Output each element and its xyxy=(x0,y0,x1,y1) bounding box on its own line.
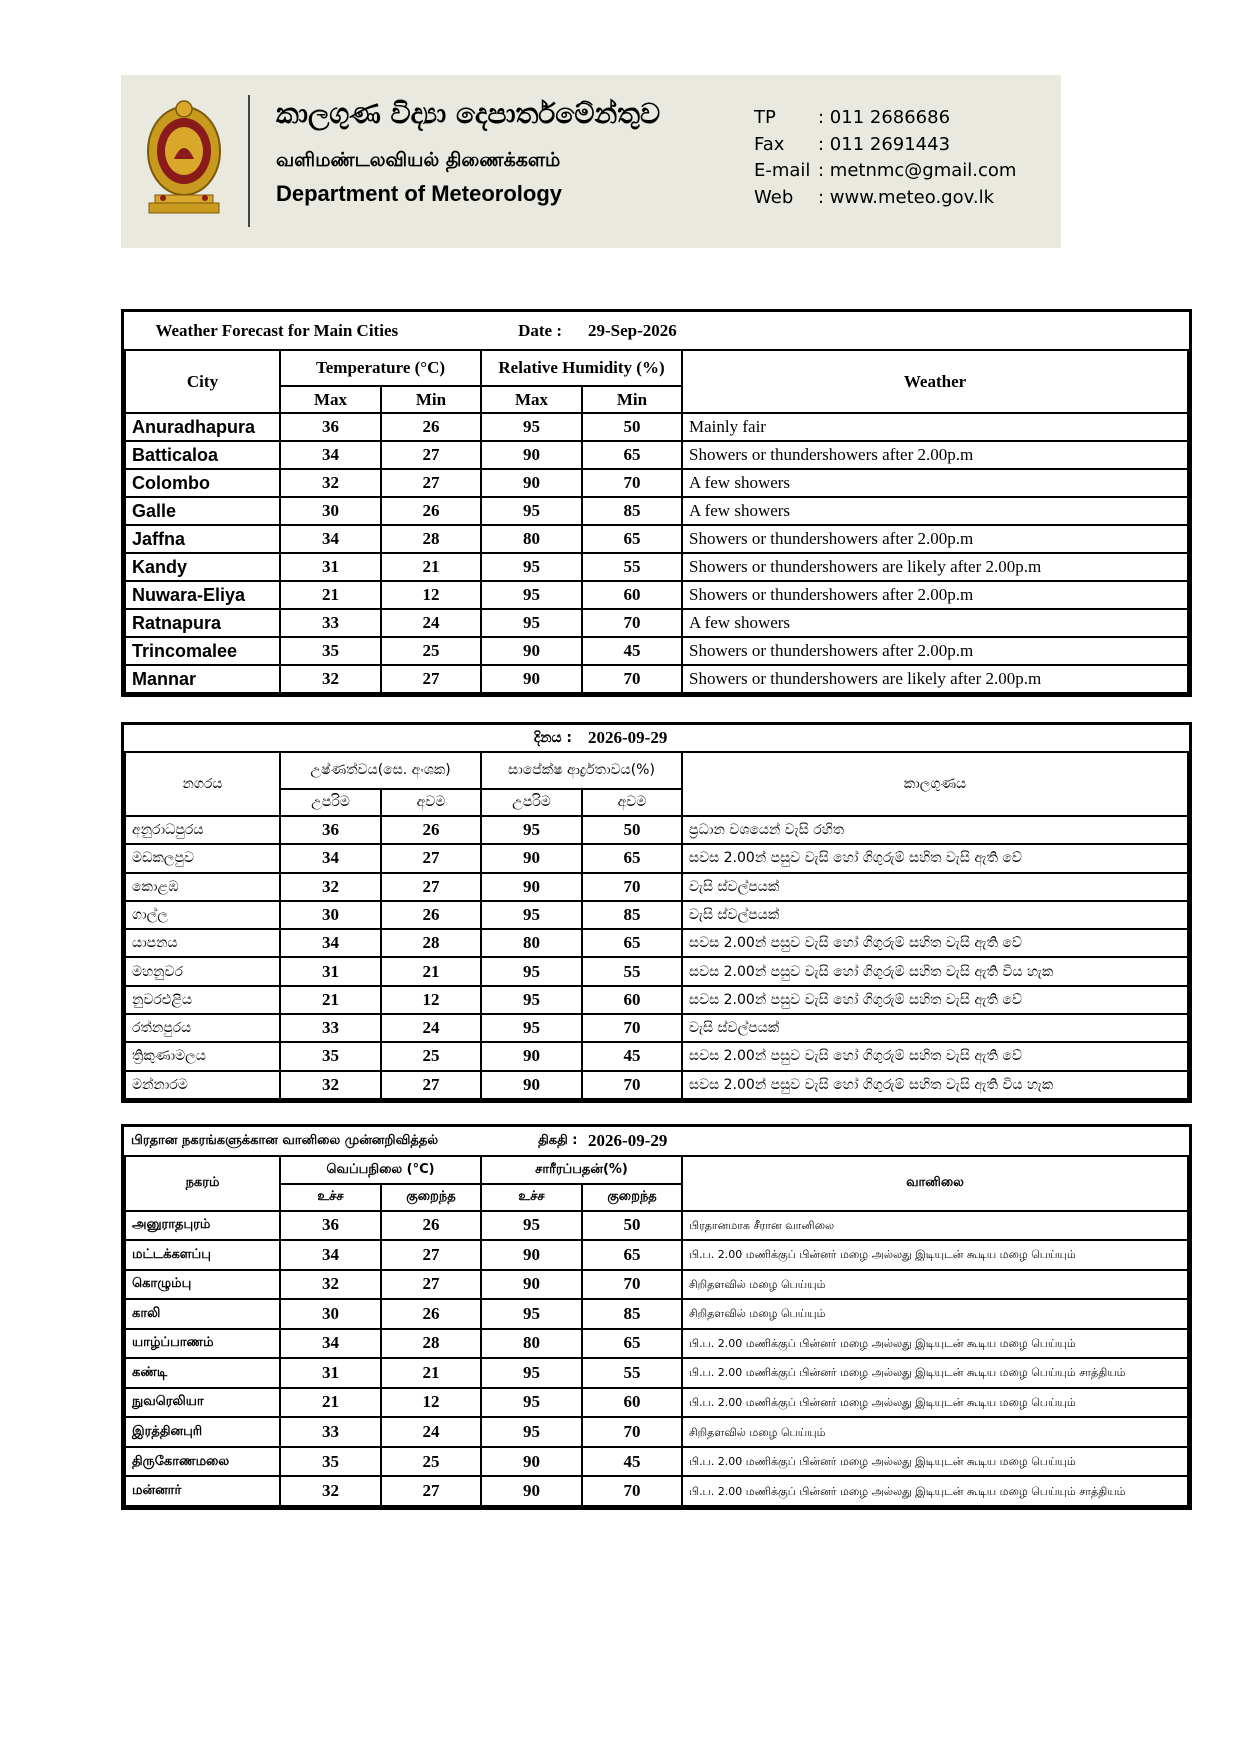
rh-min-header: අවම xyxy=(582,789,682,816)
city-cell: ගාල්ල xyxy=(125,901,280,929)
rh-max-cell: 90 xyxy=(481,1071,582,1099)
city-cell: Anuradhapura xyxy=(125,413,280,441)
rh-min-cell: 65 xyxy=(582,1240,682,1270)
temp-min-cell: 26 xyxy=(381,1211,481,1241)
temp-min-cell: 27 xyxy=(381,1071,481,1099)
weather-cell: වැසි ස්වල්පයක් xyxy=(682,1014,1188,1042)
table-row xyxy=(125,1270,1188,1300)
city-cell: මඩකලපුව xyxy=(125,844,280,872)
weather-cell: සවස 2.00න් පසුව වැසි හෝ ගිගුරුම් සහිත වැසි ඇති විය හැක xyxy=(682,1071,1188,1099)
table-row xyxy=(125,929,1188,957)
temp-min-cell: 28 xyxy=(381,929,481,957)
temp-max-cell: 36 xyxy=(280,1211,381,1241)
weather-cell: Showers or thundershowers are likely after 2.00p.m xyxy=(682,553,1188,581)
city-cell: Mannar xyxy=(125,665,280,693)
city-cell: நுவரெலியா xyxy=(125,1388,280,1418)
rh-max-cell: 80 xyxy=(481,1329,582,1359)
table-row xyxy=(125,553,1188,581)
table-row xyxy=(125,665,1188,693)
temp-header: வெப்பநிலை (°C) xyxy=(280,1156,481,1185)
table-row xyxy=(125,873,1188,901)
table-row xyxy=(125,497,1188,525)
weather-cell: ප්‍රධාන වශයෙන් වැසි රහිත xyxy=(682,816,1188,844)
rh-max-cell: 95 xyxy=(481,901,582,929)
temp-max-cell: 33 xyxy=(280,1014,381,1042)
temp-header: Temperature (°C) xyxy=(280,350,481,386)
rh-min-cell: 70 xyxy=(582,1014,682,1042)
temp-min-cell: 24 xyxy=(381,609,481,637)
temp-max-cell: 32 xyxy=(280,1270,381,1300)
weather-cell: சிறிதளவில் மழை பெய்யும் xyxy=(682,1270,1188,1300)
temp-max-cell: 31 xyxy=(280,553,381,581)
rh-max-cell: 90 xyxy=(481,1476,582,1506)
weather-header: කාලගුණය xyxy=(682,752,1188,816)
city-cell: கொழும்பு xyxy=(125,1270,280,1300)
temp-min-cell: 26 xyxy=(381,1299,481,1329)
temp-max-cell: 35 xyxy=(280,637,381,665)
rh-min-cell: 45 xyxy=(582,637,682,665)
city-cell: இரத்தினபுரி xyxy=(125,1417,280,1447)
table-body-en xyxy=(125,312,1188,693)
temp-max-cell: 30 xyxy=(280,1299,381,1329)
city-cell: யாழ்ப்பாணம் xyxy=(125,1329,280,1359)
table-row xyxy=(125,441,1188,469)
weather-cell: සවස 2.00න් පසුව වැසි හෝ ගිගුරුම් සහිත වැසි ඇති විය හැක xyxy=(682,957,1188,985)
city-cell: ත්‍රිකුණාමලය xyxy=(125,1042,280,1070)
table-row xyxy=(125,1329,1188,1359)
temp-min-cell: 27 xyxy=(381,1270,481,1300)
city-cell: Jaffna xyxy=(125,525,280,553)
temp-max-cell: 33 xyxy=(280,1417,381,1447)
weather-cell: සවස 2.00න් පසුව වැසි හෝ ගිගුරුම් සහිත වැසි ඇති වේ xyxy=(682,844,1188,872)
city-header: நகரம் xyxy=(125,1156,280,1211)
header-banner xyxy=(121,75,1061,248)
rh-min-cell: 65 xyxy=(582,525,682,553)
table-row xyxy=(125,816,1188,844)
temp-min-cell: 27 xyxy=(381,665,481,693)
temp-min-cell: 25 xyxy=(381,1447,481,1477)
temp-max-cell: 32 xyxy=(280,1476,381,1506)
rh-min-cell: 55 xyxy=(582,553,682,581)
table-date: 2026-09-29 xyxy=(582,1127,1188,1156)
city-header: City xyxy=(125,350,280,413)
city-cell: மன்னார் xyxy=(125,1476,280,1506)
rh-min-cell: 85 xyxy=(582,901,682,929)
rh-max-cell: 95 xyxy=(481,1014,582,1042)
rh-min-cell: 45 xyxy=(582,1042,682,1070)
temp-max-cell: 31 xyxy=(280,1358,381,1388)
weather-cell: වැසි ස්වල්පයක් xyxy=(682,873,1188,901)
weather-cell: பி.ப. 2.00 மணிக்குப் பின்னர் மழை அல்லது இடியுடன் கூடிய மழை பெய்யும் சாத்தியம் xyxy=(682,1358,1188,1388)
temp-min-cell: 27 xyxy=(381,1476,481,1506)
rh-max-cell: 90 xyxy=(481,469,582,497)
temp-max-cell: 30 xyxy=(280,901,381,929)
temp-max-header: Max xyxy=(280,386,381,413)
rh-header: Relative Humidity (%) xyxy=(481,350,682,386)
rh-max-cell: 80 xyxy=(481,929,582,957)
city-cell: மட்டக்களப்பு xyxy=(125,1240,280,1270)
rh-min-cell: 60 xyxy=(582,1388,682,1418)
weather-cell: பி.ப. 2.00 மணிக்குப் பின்னர் மழை அல்லது இடியுடன் கூடிய மழை பெய்யும் xyxy=(682,1240,1188,1270)
rh-min-cell: 65 xyxy=(582,929,682,957)
table-row xyxy=(125,957,1188,985)
temp-max-cell: 34 xyxy=(280,844,381,872)
weather-cell: Showers or thundershowers after 2.00p.m xyxy=(682,441,1188,469)
temp-min-cell: 24 xyxy=(381,1014,481,1042)
rh-min-cell: 65 xyxy=(582,844,682,872)
temp-max-cell: 35 xyxy=(280,1447,381,1477)
temp-min-cell: 21 xyxy=(381,1358,481,1388)
rh-max-cell: 90 xyxy=(481,441,582,469)
city-cell: Trincomalee xyxy=(125,637,280,665)
temp-max-cell: 34 xyxy=(280,441,381,469)
rh-min-cell: 50 xyxy=(582,816,682,844)
table-row xyxy=(125,637,1188,665)
city-cell: அனுராதபுரம் xyxy=(125,1211,280,1241)
weather-cell: A few showers xyxy=(682,609,1188,637)
weather-cell: Mainly fair xyxy=(682,413,1188,441)
rh-min-cell: 65 xyxy=(582,1329,682,1359)
table-row xyxy=(125,1417,1188,1447)
contact-fax: Fax : 011 2691443 xyxy=(754,133,951,155)
temp-max-cell: 34 xyxy=(280,525,381,553)
city-cell: காலி xyxy=(125,1299,280,1329)
rh-max-header: Max xyxy=(481,386,582,413)
table-date: 2026-09-29 xyxy=(582,725,1188,752)
forecast-grid xyxy=(124,725,1189,1100)
city-cell: මහනුවර xyxy=(125,957,280,985)
sri-lanka-emblem-icon xyxy=(143,97,225,215)
city-cell: Kandy xyxy=(125,553,280,581)
forecast-table-sinhala xyxy=(121,722,1192,1103)
table-date: 29-Sep-2026 xyxy=(582,312,1188,350)
forecast-table-english xyxy=(121,309,1192,697)
temp-max-cell: 36 xyxy=(280,816,381,844)
table-row xyxy=(125,413,1188,441)
rh-max-cell: 95 xyxy=(481,957,582,985)
rh-header: සාපේක්ෂ ආර්ද්‍රතාවය(%) xyxy=(481,752,682,788)
rh-min-cell: 55 xyxy=(582,1358,682,1388)
weather-cell: සවස 2.00න් පසුව වැසි හෝ ගිගුරුම් සහිත වැසි ඇති වේ xyxy=(682,929,1188,957)
rh-min-cell: 70 xyxy=(582,1071,682,1099)
table-title: Weather Forecast for Main Cities Date : xyxy=(125,312,582,350)
temp-header: උෂ්ණත්වය(සෙ. අංශක) xyxy=(280,752,481,788)
rh-min-header: Min xyxy=(582,386,682,413)
table-row xyxy=(125,525,1188,553)
title-row xyxy=(125,725,1188,752)
contact-info xyxy=(754,105,1016,211)
temp-min-cell: 21 xyxy=(381,957,481,985)
temp-max-cell: 36 xyxy=(280,413,381,441)
rh-max-cell: 95 xyxy=(481,1417,582,1447)
contact-email: E-mail : metnmc@gmail.com xyxy=(754,160,1017,181)
weather-cell: சிறிதளவில் மழை பெய்யும் xyxy=(682,1299,1188,1329)
rh-max-cell: 95 xyxy=(481,1358,582,1388)
rh-min-cell: 70 xyxy=(582,1476,682,1506)
city-cell: නුවරඑළිය xyxy=(125,986,280,1014)
rh-min-cell: 70 xyxy=(582,1270,682,1300)
temp-max-cell: 33 xyxy=(280,609,381,637)
table-row xyxy=(125,986,1188,1014)
temp-min-cell: 26 xyxy=(381,901,481,929)
weather-cell: සවස 2.00න් පසුව වැසි හෝ ගිගුරුම් සහිත වැසි ඇති වේ xyxy=(682,1042,1188,1070)
temp-max-cell: 35 xyxy=(280,1042,381,1070)
table-row xyxy=(125,1240,1188,1270)
temp-max-cell: 21 xyxy=(280,986,381,1014)
rh-min-cell: 60 xyxy=(582,581,682,609)
weather-cell: பி.ப. 2.00 மணிக்குப் பின்னர் மழை அல்லது இடியுடன் கூடிய மழை பெய்யும் xyxy=(682,1329,1188,1359)
temp-max-cell: 21 xyxy=(280,1388,381,1418)
table-row xyxy=(125,901,1188,929)
city-header: නගරය xyxy=(125,752,280,816)
temp-max-cell: 32 xyxy=(280,665,381,693)
rh-max-cell: 95 xyxy=(481,1299,582,1329)
rh-min-cell: 70 xyxy=(582,873,682,901)
temp-min-header: අවම xyxy=(381,789,481,816)
rh-max-cell: 95 xyxy=(481,581,582,609)
rh-max-cell: 95 xyxy=(481,553,582,581)
temp-max-header: උපරිම xyxy=(280,789,381,816)
rh-max-cell: 95 xyxy=(481,497,582,525)
city-cell: கண்டி xyxy=(125,1358,280,1388)
temp-min-cell: 12 xyxy=(381,986,481,1014)
table-row xyxy=(125,1358,1188,1388)
city-cell: Galle xyxy=(125,497,280,525)
contact-tp: TP : 011 2686686 xyxy=(754,107,951,128)
rh-min-cell: 85 xyxy=(582,497,682,525)
weather-cell: Showers or thundershowers are likely after 2.00p.m xyxy=(682,665,1188,693)
rh-max-header: උපරිම xyxy=(481,789,582,816)
rh-min-cell: 65 xyxy=(582,441,682,469)
forecast-grid xyxy=(124,312,1189,694)
rh-max-cell: 80 xyxy=(481,525,582,553)
weather-cell: A few showers xyxy=(682,497,1188,525)
temp-min-cell: 26 xyxy=(381,816,481,844)
rh-min-cell: 45 xyxy=(582,1447,682,1477)
weather-cell: සවස 2.00න් පසුව වැසි හෝ ගිගුරුම් සහිත වැසි ඇති වේ xyxy=(682,986,1188,1014)
temp-max-cell: 32 xyxy=(280,1071,381,1099)
table-row xyxy=(125,1476,1188,1506)
org-name-english: Department of Meteorology xyxy=(276,181,563,206)
table-row xyxy=(125,469,1188,497)
city-cell: Colombo xyxy=(125,469,280,497)
rh-header: சாரீரப்பதன்(%) xyxy=(481,1156,682,1185)
weather-cell: Showers or thundershowers after 2.00p.m xyxy=(682,525,1188,553)
weather-header: வானிலை xyxy=(682,1156,1188,1211)
temp-min-cell: 25 xyxy=(381,1042,481,1070)
temp-max-cell: 32 xyxy=(280,469,381,497)
temp-max-cell: 34 xyxy=(280,1240,381,1270)
temp-max-cell: 21 xyxy=(280,581,381,609)
weather-cell: பி.ப. 2.00 மணிக்குப் பின்னர் மழை அல்லது இடியுடன் கூடிய மழை பெய்யும் xyxy=(682,1447,1188,1477)
temp-max-cell: 34 xyxy=(280,929,381,957)
temp-min-cell: 27 xyxy=(381,1240,481,1270)
rh-min-cell: 70 xyxy=(582,1417,682,1447)
table-row xyxy=(125,1211,1188,1241)
temp-min-cell: 24 xyxy=(381,1417,481,1447)
table-row xyxy=(125,1447,1188,1477)
city-cell: අනුරාධපුරය xyxy=(125,816,280,844)
temp-min-cell: 27 xyxy=(381,441,481,469)
table-row xyxy=(125,1299,1188,1329)
temp-min-cell: 25 xyxy=(381,637,481,665)
rh-max-cell: 90 xyxy=(481,1270,582,1300)
temp-max-cell: 31 xyxy=(280,957,381,985)
table-row xyxy=(125,581,1188,609)
rh-min-cell: 70 xyxy=(582,609,682,637)
temp-min-cell: 27 xyxy=(381,873,481,901)
rh-max-cell: 95 xyxy=(481,413,582,441)
city-cell: திருகோணமலை xyxy=(125,1447,280,1477)
city-cell: Nuwara-Eliya xyxy=(125,581,280,609)
temp-min-cell: 27 xyxy=(381,844,481,872)
temp-min-cell: 28 xyxy=(381,1329,481,1359)
rh-min-cell: 50 xyxy=(582,1211,682,1241)
table-row xyxy=(125,1388,1188,1418)
rh-max-cell: 95 xyxy=(481,609,582,637)
rh-min-cell: 70 xyxy=(582,469,682,497)
weather-cell: වැසි ස්වල්පයක් xyxy=(682,901,1188,929)
temp-min-cell: 27 xyxy=(381,469,481,497)
temp-min-cell: 28 xyxy=(381,525,481,553)
title-row xyxy=(125,1127,1188,1156)
temp-max-cell: 32 xyxy=(280,873,381,901)
weather-cell: பி.ப. 2.00 மணிக்குப் பின்னர் மழை அல்லது இடியுடன் கூடிய மழை பெய்யும் சாத்தியம் xyxy=(682,1476,1188,1506)
weather-header: Weather xyxy=(682,350,1188,413)
weather-cell: Showers or thundershowers after 2.00p.m xyxy=(682,637,1188,665)
rh-min-cell: 60 xyxy=(582,986,682,1014)
rh-max-cell: 90 xyxy=(481,873,582,901)
contact-web: Web : www.meteo.gov.lk xyxy=(754,186,995,208)
forecast-table-tamil xyxy=(121,1124,1192,1510)
temp-min-header: குறைந்த xyxy=(381,1184,481,1210)
rh-max-cell: 95 xyxy=(481,986,582,1014)
header-row xyxy=(125,752,1188,788)
rh-max-cell: 90 xyxy=(481,1042,582,1070)
temp-max-cell: 30 xyxy=(280,497,381,525)
table-row xyxy=(125,1014,1188,1042)
temp-min-cell: 12 xyxy=(381,1388,481,1418)
title-row xyxy=(125,312,1188,350)
rh-max-cell: 90 xyxy=(481,1240,582,1270)
weather-cell: பிரதானமாக சீரான வானிலை xyxy=(682,1211,1188,1241)
city-cell: Ratnapura xyxy=(125,609,280,637)
forecast-grid xyxy=(124,1127,1189,1507)
weather-cell: பி.ப. 2.00 மணிக்குப் பின்னர் மழை அல்லது இடியுடன் கூடிய மழை பெய்யும் xyxy=(682,1388,1188,1418)
org-name-tamil: வளிமண்டலவியல் திணைக்களம் xyxy=(276,149,561,171)
rh-min-cell: 70 xyxy=(582,665,682,693)
org-name-sinhala: කාලගුණ විද්‍යා දෙපාර්තමේන්තුව xyxy=(276,97,661,130)
weather-cell: A few showers xyxy=(682,469,1188,497)
city-cell: මන්නාරම xyxy=(125,1071,280,1099)
city-cell: රත්නපුරය xyxy=(125,1014,280,1042)
temp-min-cell: 21 xyxy=(381,553,481,581)
rh-max-cell: 95 xyxy=(481,1388,582,1418)
city-cell: කොළඹ xyxy=(125,873,280,901)
rh-min-cell: 55 xyxy=(582,957,682,985)
table-row xyxy=(125,844,1188,872)
table-row xyxy=(125,1042,1188,1070)
rh-max-cell: 90 xyxy=(481,665,582,693)
table-row xyxy=(125,1071,1188,1099)
rh-max-cell: 90 xyxy=(481,844,582,872)
temp-max-cell: 34 xyxy=(280,1329,381,1359)
temp-min-cell: 26 xyxy=(381,413,481,441)
temp-max-header: உச்ச xyxy=(280,1184,381,1210)
temp-min-cell: 12 xyxy=(381,581,481,609)
city-cell: යාපනය xyxy=(125,929,280,957)
rh-max-header: உச்ச xyxy=(481,1184,582,1210)
temp-min-cell: 26 xyxy=(381,497,481,525)
temp-min-header: Min xyxy=(381,386,481,413)
rh-max-cell: 90 xyxy=(481,1447,582,1477)
city-cell: Batticaloa xyxy=(125,441,280,469)
table-row xyxy=(125,609,1188,637)
table-body-si xyxy=(125,725,1188,1099)
weather-cell: சிறிதளவில் மழை பெய்யும் xyxy=(682,1417,1188,1447)
table-body-ta xyxy=(125,1127,1188,1506)
rh-max-cell: 90 xyxy=(481,637,582,665)
rh-max-cell: 95 xyxy=(481,1211,582,1241)
header-row xyxy=(125,1156,1188,1185)
header-divider xyxy=(248,95,250,227)
rh-min-header: குறைந்த xyxy=(582,1184,682,1210)
rh-min-cell: 85 xyxy=(582,1299,682,1329)
table-title: பிரதான நகரங்களுக்கான வானிலை முன்னறிவித்தல் திகதி : xyxy=(125,1127,582,1156)
rh-max-cell: 95 xyxy=(481,816,582,844)
table-date-label: දිනය : xyxy=(125,725,582,752)
weather-cell: Showers or thundershowers after 2.00p.m xyxy=(682,581,1188,609)
header-row xyxy=(125,350,1188,386)
rh-min-cell: 50 xyxy=(582,413,682,441)
